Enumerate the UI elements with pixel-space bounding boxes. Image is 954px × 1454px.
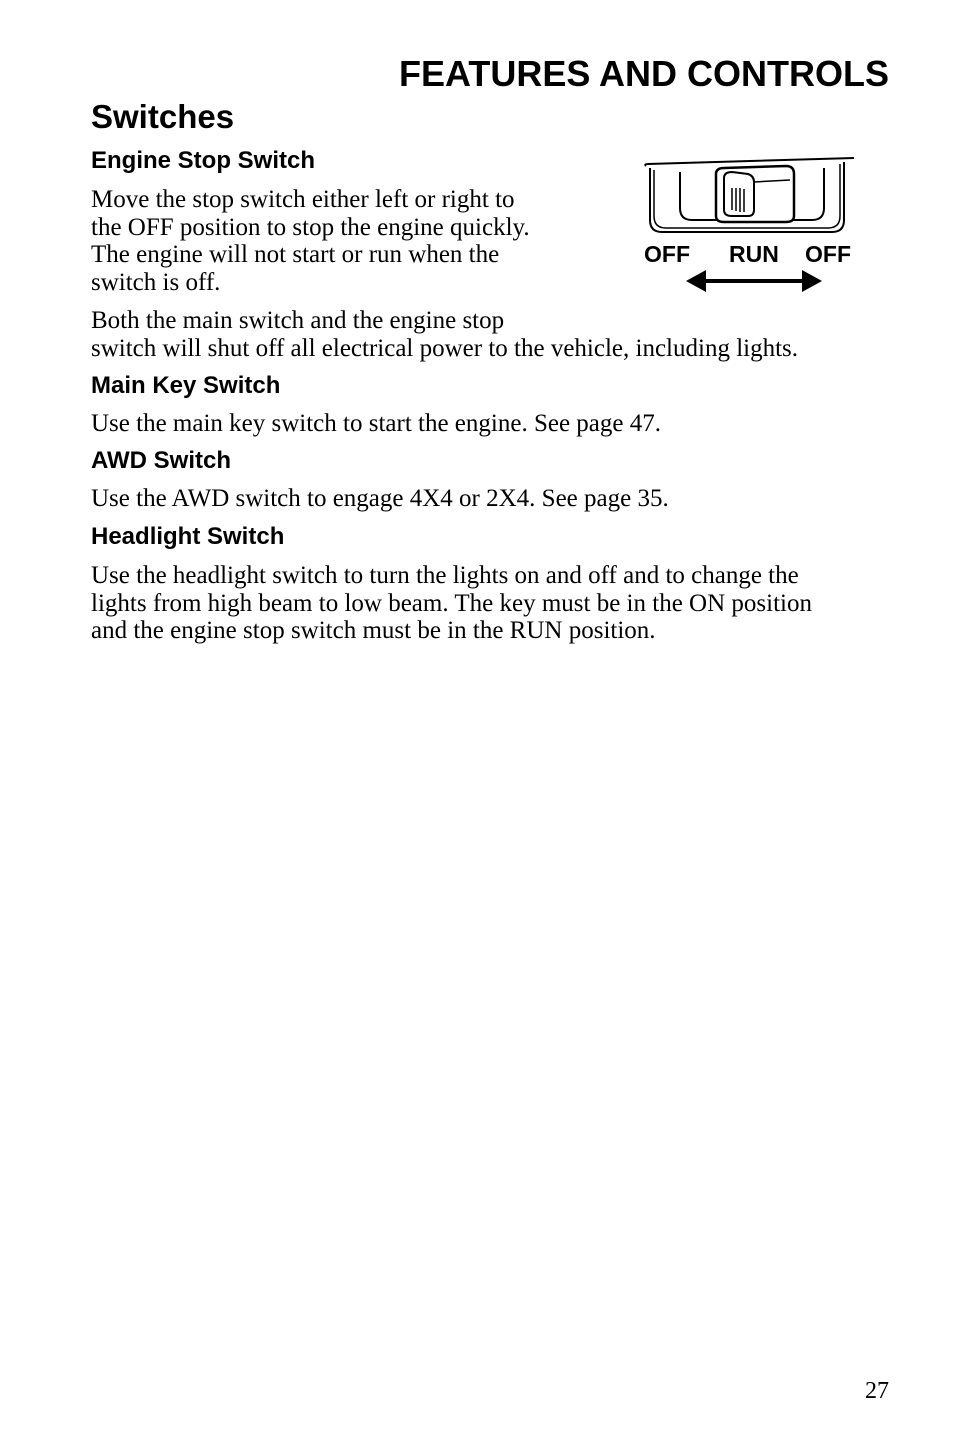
section-title: Switches xyxy=(91,98,235,135)
engine-stop-switch-figure xyxy=(636,150,866,300)
text-line: lights from high beam to low beam. The key must be in the ON position xyxy=(91,589,812,617)
text-line: The engine will not start or run when the xyxy=(91,241,500,268)
text-line: Use the headlight switch to turn the lights on and off and to change the xyxy=(91,562,799,589)
text-line: Move the stop switch either left or right to xyxy=(91,186,515,213)
page-number: 27 xyxy=(865,1378,889,1404)
label-run: RUN xyxy=(729,241,779,267)
engine-stop-switch-heading: Engine Stop Switch xyxy=(91,147,316,174)
chapter-title: FEATURES AND CONTROLS xyxy=(399,53,889,94)
label-off-right: OFF xyxy=(805,241,851,267)
double-arrow-icon xyxy=(686,270,822,292)
text-line: switch will shut off all electrical power to the vehicle, including lights. xyxy=(91,334,799,362)
engine-stop-switch-illustration xyxy=(636,150,866,300)
main-key-switch-text: Use the main key switch to start the engine. See page 47. xyxy=(91,410,661,437)
label-off-left: OFF xyxy=(644,241,690,267)
awd-switch-heading: AWD Switch xyxy=(91,447,232,474)
text-line: the OFF position to stop the engine quickly. xyxy=(91,213,530,241)
text-line: switch is off. xyxy=(91,268,221,296)
headlight-switch-heading: Headlight Switch xyxy=(91,523,285,550)
power-shutoff-note xyxy=(91,307,891,362)
text-line: and the engine stop switch must be in the RUN position. xyxy=(91,617,656,644)
headlight-switch-text xyxy=(91,562,891,645)
engine-stop-description xyxy=(91,186,591,296)
main-key-switch-heading: Main Key Switch xyxy=(91,372,281,399)
text-line: Both the main switch and the engine stop xyxy=(91,307,505,334)
awd-switch-text: Use the AWD switch to engage 4X4 or 2X4. See page 35. xyxy=(91,485,669,512)
